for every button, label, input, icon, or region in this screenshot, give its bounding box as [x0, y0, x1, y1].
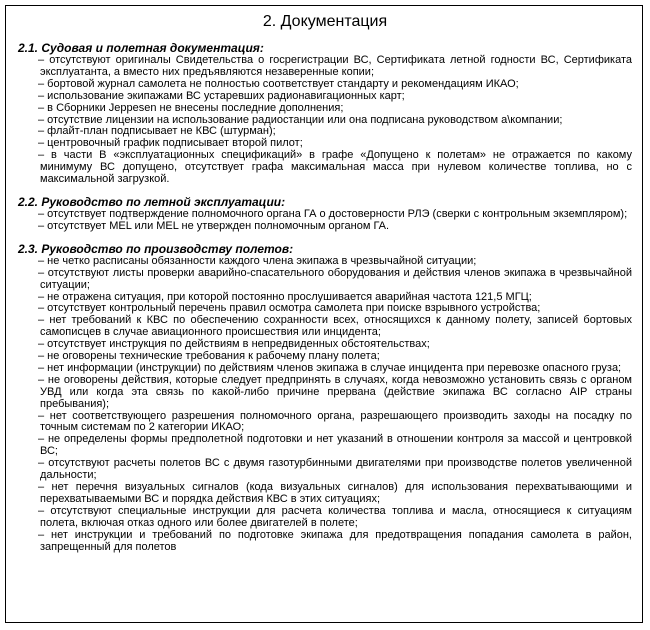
section-items-list: [18, 209, 632, 233]
list-item: – отсутствие лицензии на использование радиостанции или она подписана руководством а\компании;: [38, 113, 563, 126]
list-item: – отсутствует контрольный перечень правил осмотра самолета при поиске взрывного устройства;: [38, 302, 541, 315]
section-flight-documentation: [18, 42, 632, 186]
list-item: – отсутствуют листы проверки аварийно-спасательного оборудования и действия членов экипажа в чрезвычайной ситуации;: [38, 266, 632, 291]
document-title: 2. Документация: [262, 13, 388, 30]
list-item: – не отражена ситуация, при которой постоянно прослушивается аварийная частота 121,5 МГЦ;: [38, 290, 532, 303]
list-item: – не оговорены технические требования к рабочему плану полета;: [38, 350, 380, 363]
section-items-list: [18, 55, 632, 186]
section-heading: 2.1. Судовая и полетная документация:: [18, 41, 264, 55]
list-item: – отсутствуют оригиналы Свидетельства о госрегистрации ВС, Сертификата летной годности ВС, Сертификата эксплуатанта, а вместо них предъявляются незаверенные копии;: [38, 54, 632, 78]
list-item: – в части В «эксплуатационных спецификаций» в графе «Допущено к полетам» не отражается по какому минимуму ВС допущено, отсутствует графа максимальная масса при нулевом количестве топлива, но с максимальной загрузкой.: [38, 149, 632, 186]
list-item: – центровочный график подписывает второй пилот;: [38, 137, 303, 150]
list-item: – нет информации (инструкции) по действиям членов экипажа в случае инцидента при перевозке опасного груза;: [38, 361, 622, 374]
list-item: – бортовой журнал самолета не полностью соответствует стандарту и рекомендациям ИКАО;: [38, 77, 519, 90]
list-item: – в Сборники Jeppesen не внесены последние дополнения;: [38, 101, 344, 114]
section-heading: 2.2. Руководство по летной эксплуатации:: [18, 194, 286, 209]
list-item: – нет требований к КВС по обеспечению сохранности всех, относящихся к данному полету, записей бортовых самописцев в случае авиационного происшествия или инцидента;: [38, 314, 632, 339]
list-item: – нет перечня визуальных сигналов (кода визуальных сигналов) для использования перехватывающими и перехватываемыми ВС и порядка действия КВС в этих ситуациях;: [38, 481, 632, 505]
section-heading: 2.3. Руководство по производству полетов:: [18, 241, 294, 256]
list-item: – отсутствует инструкция по действиям в непредвиденных обстоятельствах;: [38, 338, 430, 351]
list-item: – нет инструкции и требований по подготовке экипажа для предотвращения попадания самолета в район, запрещенный для полетов: [38, 528, 632, 553]
list-item: – использование экипажами ВС устаревших радионавигационных карт;: [38, 89, 405, 102]
document-page: [5, 5, 643, 623]
list-item: – отсутствует MEL или MEL не утвержден полномочным органом ГА.: [38, 219, 390, 232]
section-flight-manual: [18, 196, 632, 233]
section-operations-manual: [18, 243, 632, 554]
list-item: – не четко расписаны обязанности каждого члена экипажа в чрезвычайной ситуации;: [38, 254, 477, 267]
list-item: – не оговорены действия, которые следует предпринять в случаях, когда невозможно установить связь с органом УВД или когда эта связь по какой-либо причине прервана (действие экипажа ВС согласно AIP страны пребывания);: [38, 373, 632, 410]
list-item: – отсутствуют расчеты полетов ВС с двумя газотурбинными двигателями при производстве полетов увеличенной дальности;: [38, 457, 632, 482]
list-item: – флайт-план подписывает не КВС (штурман);: [38, 125, 276, 138]
list-item: – нет соответствующего разрешения полномочного органа, разрешающего производить заходы на посадку по точным системам по 2 категории ИКАО;: [38, 409, 632, 434]
list-item: – отсутствуют специальные инструкции для расчета количества топлива и масла, относящиеся к ситуациям полета, включая отказ одного или более двигателей в полете;: [38, 504, 632, 529]
section-items-list: [18, 256, 632, 554]
list-item: – отсутствует подтверждение полномочного органа ГА о достоверности РЛЭ (сверки с контрольным экземпляром);: [38, 207, 628, 220]
list-item: – не определены формы предполетной подготовки и нет указаний в отношении контроля за массой и центровкой ВС;: [38, 433, 632, 458]
